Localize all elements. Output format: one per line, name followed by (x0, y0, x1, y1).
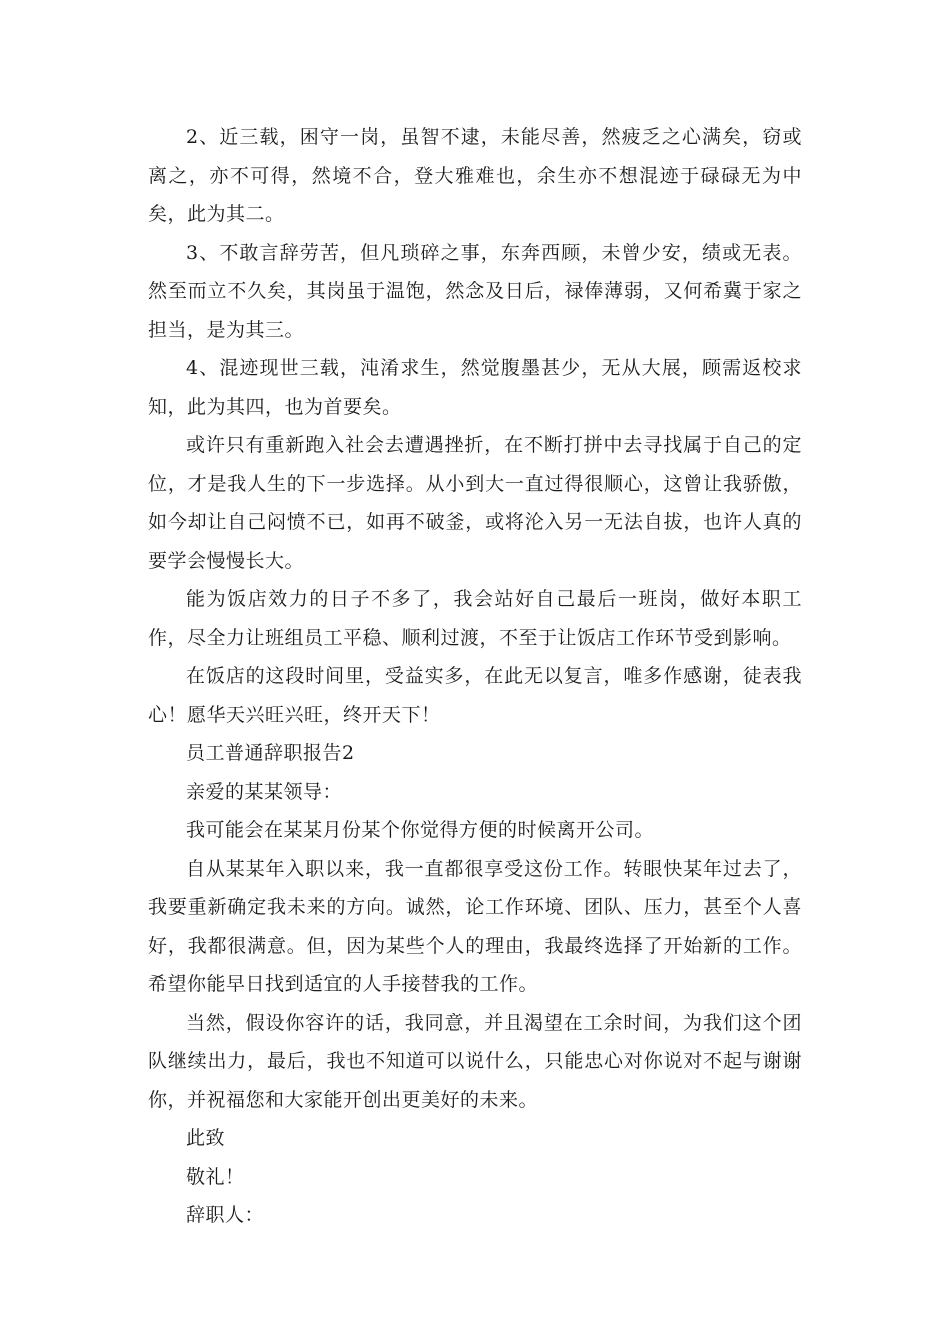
paragraph-willing-help: 当然，假设你容许的话，我同意，并且渴望在工余时间，为我们这个团队继续出力，最后，我也不知道可以说什么，只能忠心对你说对不起与谢谢你，并祝福您和大家能开创出更美好的未来。 (148, 1011, 802, 1111)
closing-cizhi: 此致 (186, 1127, 226, 1149)
paragraph-leave-notice: 我可能会在某某月份某个你觉得方便的时候离开公司。 (186, 819, 655, 841)
closing-jingli: 敬礼！ (186, 1165, 245, 1188)
paragraph-thanks: 在饭店的这段时间里，受益实多，在此无以复言，唯多作感谢，徒表我心！愿华天兴旺兴旺，终开天下！ (148, 665, 802, 726)
salutation: 亲爱的某某领导： (186, 780, 343, 803)
section-title: 员工普通辞职报告2 (186, 742, 355, 764)
document-body (148, 118, 802, 1235)
paragraph-reason-2: 2、近三载，困守一岗，虽智不逮，未能尽善，然疲乏之心满矣，窃或离之，亦不可得，然境不合，登大雅难也，余生亦不想混迹于碌碌无为中矣，此为其二。 (148, 126, 802, 225)
paragraph-reason-3: 3、不敢言辞劳苦，但凡琐碎之事，东奔西顾，未曾少安，绩或无表。然至而立不久矣，其岗虽于温饱，然念及日后，禄俸薄弱，又何希冀于家之担当，是为其三。 (148, 241, 802, 341)
paragraph-reason-4: 4、混迹现世三载，沌淆求生，然觉腹墨甚少，无从大展，顾需返校求知，此为其四，也为首要矣。 (148, 357, 802, 418)
paragraph-final-duty: 能为饭店效力的日子不多了，我会站好自己最后一班岗，做好本职工作，尽全力让班组员工平稳、顺利过渡，不至于让饭店工作环节受到影响。 (148, 588, 802, 649)
signature-label: 辞职人： (186, 1204, 265, 1226)
paragraph-since-joining: 自从某某年入职以来，我一直都很享受这份工作。转眼快某年过去了，我要重新确定我未来的方向。诚然，论工作环境、团队、压力，甚至个人喜好，我都很满意。但，因为某些个人的理由，我最终选择了开始新的工作。希望你能早日找到适宜的人手接替我的工作。 (148, 857, 802, 995)
paragraph-reflection: 或许只有重新跑入社会去遭遇挫折，在不断打拼中去寻找属于自己的定位，才是我人生的下一步选择。从小到大一直过得很顺心，这曾让我骄傲，如今却让自己闷愤不已，如再不破釜，或将沦入另一无法自拔，也许人真的要学会慢慢长大。 (148, 434, 802, 572)
